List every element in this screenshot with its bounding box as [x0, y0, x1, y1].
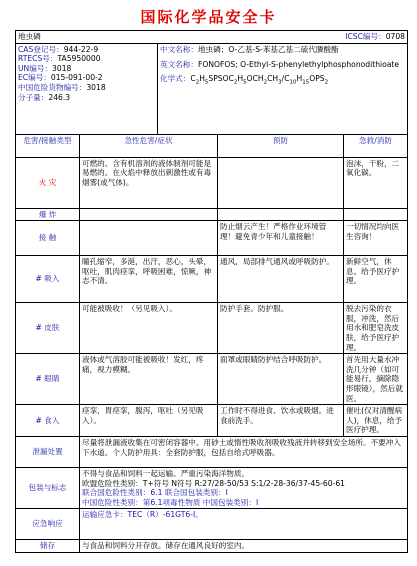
table-row: # 食入 痉挛，胃痉挛，腹泻，呕吐（另见吸入）。 工作时不得进食、饮水或吸烟。进食前洗手。 催吐(仅对清醒病人)，休息，给予医疗护理。	[16, 405, 408, 437]
table-row: 爆 炸	[16, 208, 408, 221]
header-prevent: 预防	[218, 134, 344, 157]
chemical-name: 地虫磷	[16, 31, 218, 44]
card-title: 国际化学品安全卡	[140, 8, 277, 26]
header-aid: 急救/消防	[344, 134, 408, 157]
header-hazard: 急性危害/症状	[80, 134, 218, 157]
storage-row: 储存 与食品和饲料分开存放。储存在通风良好的室内。	[16, 540, 408, 553]
icsc-number: ICSC编号：0708	[218, 31, 408, 44]
id-list: CAS登记号：944-22-9 RTECS号：TA5950000 UN编号：3018 EC编号：015-091-00-2 中国危险货物编号：3018 分子量：246.3	[16, 43, 158, 134]
pack-row: 包装与标志 不得与食品和饲料一起运输。严重污染海洋物质。 欧盟危险性类别：T+符号 N符号 R:27/28-50/53 S:1/2-28-36/37-45-60-61 联合国危险性类别：6.1 联合国包装类别：Ⅰ 中国危险性类别：第6.1项毒性物质 中国包装类别：Ⅰ	[16, 467, 408, 508]
names-block: 中文名称：地虫磷；O-乙基-S-苯基乙基二硫代膦酸酯 英文名称：FONOFOS; O-Ethyl-S-phenylethylphosphonodithioate 化学式：$C_2H_5SPSOC_2H_5OCH_2CH_3/C_{10}H_{15}OPS_2$	[158, 43, 408, 134]
table-row: 火 灾 可燃的。含有机溶剂的液体制剂可能是易燃的。在火焰中释放出刺激性或有毒烟雾(或气体)。 泡沫，干粉，二氧化碳。	[16, 157, 408, 208]
table-row: # 眼睛 液体或气溶胶可能被吸收！发红，疼痛，视力模糊。 面罩或眼睛防护结合呼吸防护。 首先用大量水冲洗几分钟（如可能易行，摘除隐形眼镜），然后就医。	[16, 354, 408, 405]
header-type: 危害/接触类型	[16, 134, 80, 157]
table-row: # 吸入 瞳孔缩窄，多涎，出汗，恶心，头晕，呕吐，肌肉痉挛，呼吸困难，惊厥，神志不清。 通风，局部排气通风或呼吸防护。 新鲜空气，休息。给予医疗护理。	[16, 256, 408, 303]
spill-row: 泄漏处置 尽量将泄漏液收集在可密闭容器中。用砂土或惰性吸收剂吸收残液并转移到安全场所。不要冲入下水道。个人防护用具：全套防护服，包括自给式呼吸器。	[16, 436, 408, 467]
emergency-row: 应急响应 运输应急卡：TEC（R）-61GT6-Ⅰ。	[16, 509, 408, 540]
table-header	[16, 134, 408, 157]
pack-block: 不得与食品和饲料一起运输。严重污染海洋物质。 欧盟危险性类别：T+符号 N符号 R:27/28-50/53 S:1/2-28-36/37-45-60-61 联合国危险性类别：6.1 联合国包装类别：Ⅰ 中国危险性类别：第6.1项毒性物质 中国包装类别：Ⅰ	[80, 467, 408, 508]
table-row: # 皮肤 可能被吸收！（另见吸入）。 防护手套。防护服。 脱去污染的衣服，冲洗，然后用水和肥皂洗皮肤，给予医疗护理。	[16, 303, 408, 354]
safety-card-table	[15, 30, 408, 553]
name-row	[16, 31, 408, 44]
table-row: 接 触 防止烟云产生！严格作业环境管理！避免青少年和儿童接触！ 一切情况均向医生咨询！	[16, 221, 408, 256]
chemical-formula: $C_2H_5SPSOC_2H_5OCH_2CH_3/C_{10}H_{15}OPS_2$	[190, 73, 329, 86]
identity-row	[16, 43, 408, 134]
